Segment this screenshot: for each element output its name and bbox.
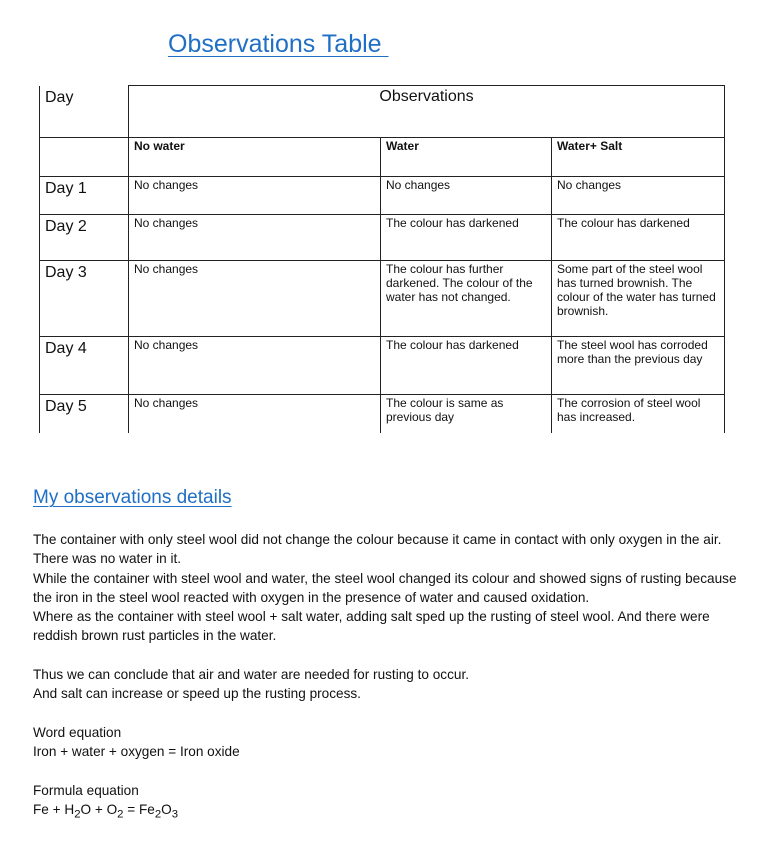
day-label: Day 3 (45, 264, 87, 281)
formula-subscript: 2 (117, 808, 124, 821)
cell-text: The colour is same as previous day (386, 396, 504, 424)
day-header: Day (45, 88, 74, 106)
cell-text: The colour has further darkened. The colour of the water has not changed. (386, 262, 533, 304)
details-paragraph: Where as the container with steel wool + salt water, adding salt sped up the rusting of steel wool. And there were reddish brown rust particles in the water. (33, 609, 710, 644)
column-header-no-water: No water (134, 139, 185, 153)
table-cell (552, 177, 725, 215)
cell-text: No changes (134, 262, 199, 276)
formula-part: O (161, 802, 172, 818)
table-cell (129, 177, 381, 215)
spacer (33, 646, 738, 665)
table-cell (552, 337, 725, 395)
cell-text: No changes (134, 338, 199, 352)
cell-text: Some part of the steel wool has turned brownish. The colour of the water has turned brownish. (557, 262, 716, 318)
observation-details (33, 530, 738, 825)
day-label: Day 4 (45, 340, 87, 357)
formula-equation-label: Formula equation (33, 782, 139, 798)
day-label: Day 1 (45, 180, 87, 197)
observations-table (39, 85, 725, 433)
table-cell (129, 261, 381, 337)
formula-subscript: 3 (171, 808, 179, 821)
formula-part: O + O (80, 802, 118, 818)
formula-part: = Fe (123, 802, 155, 818)
table-row (40, 261, 725, 337)
day-header-cell (40, 86, 129, 138)
column-header-cell (381, 138, 552, 177)
cell-text: No changes (386, 178, 451, 192)
cell-text: The corrosion of steel wool has increased. (557, 396, 701, 424)
table-cell (381, 337, 552, 395)
observations-header-cell (129, 86, 725, 138)
details-heading: My observations details (33, 487, 232, 508)
word-equation: Iron + water + oxygen = Iron oxide (33, 744, 240, 760)
spacer (33, 704, 738, 723)
table-cell (552, 215, 725, 261)
column-header-water-salt: Water+ Salt (557, 139, 623, 153)
table-row (40, 215, 725, 261)
conclusion-line: And salt can increase or speed up the rusting process. (33, 686, 361, 702)
formula-subscript: 2 (154, 808, 162, 821)
cell-text: The steel wool has corroded more than the previous day (557, 338, 708, 366)
table-row (40, 177, 725, 215)
table-cell (129, 215, 381, 261)
table-cell (381, 215, 552, 261)
day-cell (40, 261, 129, 337)
details-paragraph: While the container with steel wool and water, the steel wool changed its colour and showed signs of rusting because the iron in the steel wool reacted with oxygen in the presence of water and caused oxidation. (33, 570, 737, 605)
cell-text: No changes (134, 216, 199, 230)
column-header-row (40, 138, 725, 177)
day-cell (40, 215, 129, 261)
table-row (40, 337, 725, 395)
day-cell (40, 177, 129, 215)
formula-subscript: 2 (74, 808, 81, 821)
word-equation-label: Word equation (33, 724, 122, 740)
formula-part: Fe + H (33, 802, 75, 818)
table-header-row (40, 86, 725, 138)
table-cell (552, 395, 725, 433)
column-header-cell (552, 138, 725, 177)
conclusion-line: Thus we can conclude that air and water are needed for rusting to occur. (33, 667, 470, 683)
cell-text: No changes (134, 178, 199, 192)
formula-equation (33, 800, 738, 825)
table-cell (552, 261, 725, 337)
observations-header: Observations (379, 88, 474, 105)
table-cell (129, 337, 381, 395)
cell-text: The colour has darkened (386, 338, 519, 352)
column-header-water: Water (386, 139, 419, 153)
table-cell (381, 395, 552, 433)
page-title: Observations Table (168, 30, 389, 58)
day-cell (40, 337, 129, 395)
table-cell (381, 261, 552, 337)
day-label: Day 5 (45, 398, 87, 415)
table-cell (381, 177, 552, 215)
details-paragraph: The container with only steel wool did not change the colour because it came in contact with only oxygen in the air. There was no water in it. (33, 532, 722, 567)
empty-header-cell (40, 138, 129, 177)
cell-text: No changes (134, 396, 199, 410)
day-cell (40, 395, 129, 433)
table-row (40, 395, 725, 433)
column-header-cell (129, 138, 381, 177)
table-cell (129, 395, 381, 433)
spacer (33, 762, 738, 781)
day-label: Day 2 (45, 218, 87, 235)
cell-text: The colour has darkened (557, 216, 690, 230)
cell-text: The colour has darkened (386, 216, 519, 230)
cell-text: No changes (557, 178, 622, 192)
